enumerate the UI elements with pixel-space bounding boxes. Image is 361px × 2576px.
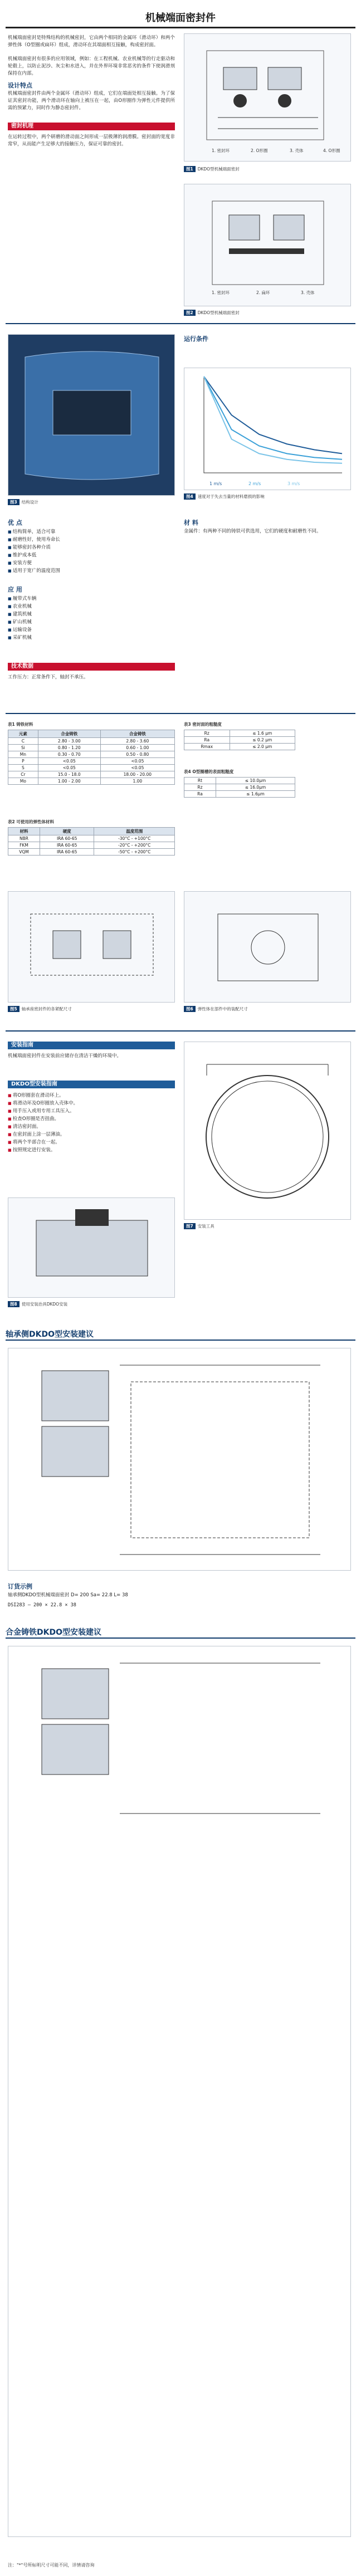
legend-label: 2 m/s — [248, 481, 261, 486]
figure-6 — [184, 1042, 351, 1220]
section-divider-1 — [6, 323, 355, 324]
table-row: NBR IRA 60-65 -30°C - +100°C — [8, 835, 175, 842]
figure-2-label-2: 2. 扁环 — [256, 290, 270, 295]
figure-3 — [8, 334, 175, 496]
figure-1 — [184, 33, 351, 162]
table-3-title: 表3 密封面的粗糙度 — [184, 722, 222, 727]
advantage-item: ■ 耐磨性好，使用寿命长 — [8, 536, 175, 544]
table-row: P <0.05 <0.05 — [8, 758, 175, 765]
section-divider-2 — [6, 713, 355, 714]
table-row: Si 0.80 - 1.20 0.60 - 1.00 — [8, 745, 175, 751]
figure-1-label-2: 2. O形圈 — [251, 148, 268, 153]
table-1-header: 元素 — [8, 730, 38, 738]
figure-1-label-3: 3. 壳体 — [290, 148, 304, 153]
table-3 — [184, 730, 295, 750]
figure-1-label-1: 1. 密封环 — [212, 148, 230, 153]
series-line — [204, 377, 342, 460]
title-rule — [6, 27, 355, 28]
table-1 — [8, 730, 175, 785]
table-4-title: 表4 O型圈槽的表面粗糙度 — [184, 769, 234, 774]
install-step: ■ 清洁密封面。 — [8, 1123, 175, 1131]
figure-2-caption: 图2 DKDO型机械端面密封 — [184, 310, 351, 316]
figure-7-caption: 图8 使用安装治具DKDO安装 — [8, 1301, 175, 1307]
advantage-item: ■ 维护成本低 — [8, 551, 175, 559]
figure-2-label-3: 3. 壳体 — [301, 290, 315, 295]
order-heading: 订货示例 — [8, 1583, 32, 1590]
figure-1-label-4: 4. O形圈 — [323, 148, 340, 153]
table-2-title: 表2 可使用的弹性体材料 — [8, 819, 54, 824]
install-tool-drawing — [184, 1042, 350, 1219]
table-4 — [184, 777, 295, 798]
table-row: Cr 15.0 - 18.0 18.00 - 20.00 — [8, 771, 175, 778]
application-item: ■ 运输设备 — [8, 626, 175, 634]
dko-text: 在运转过程中，两个研磨的滑动面之间形成一层极薄的润滑膜。密封面的宽度非常窄，从而能产生足够大的接触压力，保证可靠的密封。 — [8, 134, 175, 147]
application-item: ■ 农业机械 — [8, 603, 175, 610]
design-heading: 设计特点 — [8, 82, 32, 89]
table-2-header: 温度范围 — [94, 828, 175, 835]
install-heading: 安装指南 — [8, 1042, 175, 1049]
figure-1-caption: 图1 DKDO型机械端面密封 — [184, 166, 351, 172]
install-step: ■ 在密封面上涂一层薄油。 — [8, 1131, 175, 1138]
figure-3-caption: 图3 结构设计 — [8, 499, 175, 505]
figure-7 — [8, 1197, 175, 1298]
figure-2 — [184, 184, 351, 306]
elastomer-fit-drawing — [184, 892, 350, 1002]
application-item: ■ 矿山机械 — [8, 618, 175, 626]
install-step: ■ 检查O形圈是否扭曲。 — [8, 1115, 175, 1123]
materials-heading: 材 料 — [184, 519, 198, 526]
structure-drawing — [8, 335, 174, 495]
advantage-item: ■ 适用于宽广的温度范围 — [8, 567, 175, 575]
table-row: Rz ≤ 16.0μm — [184, 784, 295, 791]
table-row: FKM IRA 60-65 -20°C - +200°C — [8, 842, 175, 849]
alloy-install-drawing — [8, 1646, 350, 2536]
mating-dimensions-drawing — [8, 892, 174, 1002]
install-text: 机械端面密封件在安装前应储存在清洁干燥的环境中。 — [8, 1053, 122, 1059]
dko-install-steps — [8, 1092, 175, 1154]
table-1-title: 表1 铸铁材料 — [8, 722, 33, 727]
install-step: ■ 将滑动环及O形圈放入壳体中。 — [8, 1099, 175, 1107]
advantage-item: ■ 结构简单，适合可靠 — [8, 528, 175, 536]
advantage-item: ■ 能够密封各种介质 — [8, 544, 175, 551]
figure-5 — [184, 891, 351, 1003]
install-jig-drawing — [8, 1198, 174, 1297]
table-2-header: 硬度 — [40, 828, 94, 835]
table-row: VQM IRA 60-65 -50°C - +200°C — [8, 849, 175, 856]
footnote: 注："*"号所标明尺寸可能不同，详情请咨询 — [8, 2563, 95, 2568]
tech-heading: 技术数据 — [8, 663, 175, 671]
applications-heading: 应 用 — [8, 586, 22, 593]
intro-paragraph-2: 机械端面密封有很多的应用领域，例如：在工程机械、农业机械等的行走驱动和轮毂上，以防止泥沙、灰尘和水进入，并在外界环境非常恶劣的条件下使润滑剂保持在内部。 — [8, 56, 175, 76]
install-step: ■ 按照规定进行安装。 — [8, 1146, 175, 1154]
advantages-heading: 优 点 — [8, 519, 22, 526]
table-row: Rt ≤ 10.0μm — [184, 778, 295, 784]
table-row: Rz ≤ 1.6 μm — [184, 730, 295, 737]
application-item: ■ 采矿机械 — [8, 634, 175, 642]
figure-6-caption: 图7 安装工具 — [184, 1223, 351, 1229]
table-row: Mn 0.30 - 0.70 0.50 - 0.80 — [8, 751, 175, 758]
figure-2-label-1: 1. 密封环 — [212, 290, 230, 295]
alloy-drawing — [8, 1646, 351, 2537]
figure-4 — [8, 891, 175, 1003]
install-step: ■ 将两个半部合在一起。 — [8, 1138, 175, 1146]
table-1-header: 合金铸铁 — [38, 730, 100, 738]
dkdo-drawing — [184, 184, 350, 306]
advantages-list — [8, 528, 175, 575]
chart-caption: 图4 速度对于失去当量的材料磨损的影响 — [184, 493, 351, 500]
application-item: ■ 建筑机械 — [8, 610, 175, 618]
order-code: DSI283 — 200 × 22.8 × 38 — [8, 1602, 76, 1608]
table-2 — [8, 827, 175, 856]
figure-4-caption: 图5 轴承座密封件的各紧配尺寸 — [8, 1006, 175, 1012]
table-row: C 2.80 - 3.00 2.80 - 3.60 — [8, 738, 175, 745]
bearing-side-install-drawing — [8, 1348, 350, 1570]
install-step: ■ 用手压入或用专用工具压入。 — [8, 1107, 175, 1115]
table-row: Ra ≤ 1.6μm — [184, 791, 295, 798]
dko-heading: 密封机理 — [8, 123, 175, 130]
tech-text: 工作压力：正常条件下，轴封不承压。 — [8, 674, 89, 680]
section-divider-3 — [6, 1030, 355, 1032]
rec-heading: 轴承侧DKDO型安装建议 — [6, 1330, 94, 1339]
table-1-header: 合金铸铁 — [100, 730, 174, 738]
wear-chart — [184, 368, 351, 490]
legend-label: 3 m/s — [287, 481, 300, 486]
legend-label: 1 m/s — [209, 481, 222, 486]
table-row: Rmax ≤ 2.0 μm — [184, 744, 295, 750]
rec-heading-band — [6, 1328, 355, 1341]
graph-heading: 运行条件 — [184, 335, 208, 343]
figure-5-caption: 图6 弹性体在部件中的装配尺寸 — [184, 1006, 351, 1012]
alloy-heading-band — [6, 1626, 355, 1639]
table-row: S <0.05 <0.05 — [8, 765, 175, 771]
seal-cross-section-drawing — [184, 34, 350, 161]
order-text: 轴承侧DKDO型机械端面密封 D= 200 Sa= 22.8 L= 38 — [8, 1592, 128, 1598]
advantage-item: ■ 安装方便 — [8, 559, 175, 567]
alloy-heading: 合金铸铁DKDO型安装建议 — [6, 1628, 101, 1637]
dko-install-heading: DKDO型安装指南 — [8, 1081, 175, 1088]
table-row: Mo 1.00 - 2.00 1.00 — [8, 778, 175, 785]
install-step: ■ 将O形圈套在滑动环上。 — [8, 1092, 175, 1099]
table-row: Ra ≤ 0.2 μm — [184, 737, 295, 744]
page-title: 机械端面密封件 — [145, 12, 216, 24]
applications-list — [8, 595, 175, 642]
rec-drawing — [8, 1348, 351, 1571]
application-item: ■ 履带式车辆 — [8, 595, 175, 603]
intro-paragraph: 机械端面密封是特殊结构的机械密封，它由两个相同的金属环（滑动环）和两个弹性体（O型圈或扁环）组成，滑动环在其端面相互接触，构成密封面。 — [8, 35, 175, 48]
design-text: 机械端面密封件由两个金属环（滑动环）组成，它们在端面处相互接触。为了保证其密封功能，两个滑动环在轴向上被压在一起，由O形圈作为弹性元件提供所需的预紧力，同时作为静态密封件。 — [8, 91, 175, 111]
wear-chart-svg — [184, 368, 350, 490]
table-2-header: 材料 — [8, 828, 40, 835]
materials-text: 金属件：有两种不同的铸铁可供选用，它们的硬度和耐磨性不同。 — [184, 529, 321, 534]
